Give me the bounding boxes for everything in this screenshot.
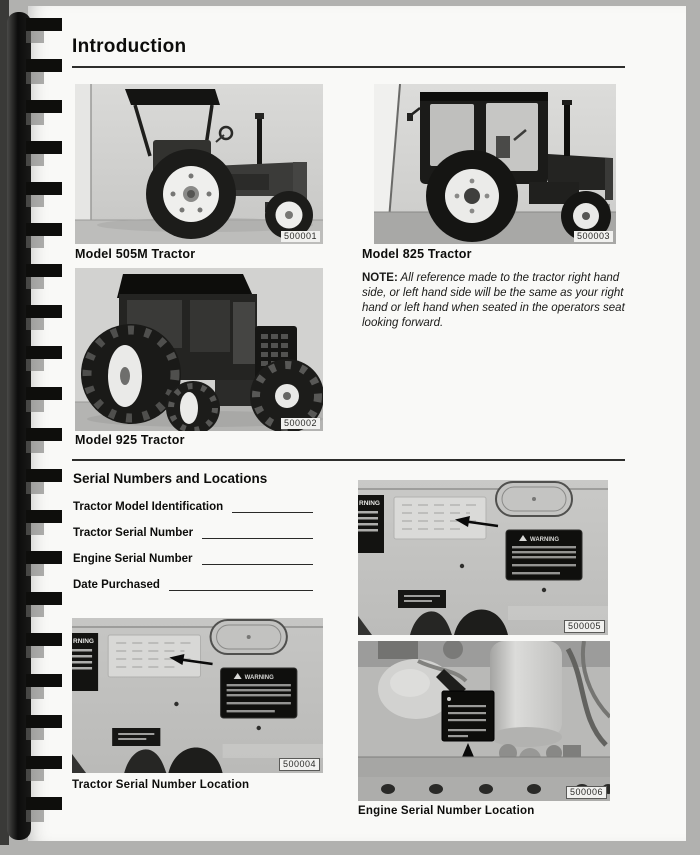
photo-number: 500003 — [574, 231, 613, 242]
field-blank-line — [232, 500, 313, 513]
photo-model-925 — [75, 268, 323, 431]
engine-illustration — [358, 641, 610, 801]
serials-heading: Serial Numbers and Locations — [73, 471, 268, 486]
photo-tractor-serial-location — [72, 618, 323, 773]
field-blank-line — [202, 526, 313, 539]
page-title: Introduction — [72, 36, 187, 57]
warning-fragment-text: RNING — [359, 500, 380, 507]
photo-number: 500002 — [281, 418, 320, 429]
photo-number: 500006 — [566, 786, 607, 799]
warning-label-text: WARNING — [530, 537, 559, 543]
binding-comb-shadow — [26, 18, 44, 838]
field-engine-serial-number — [73, 552, 313, 565]
title-rule — [72, 66, 625, 68]
photo-number: 500001 — [281, 231, 320, 242]
serial-panel-illustration — [358, 480, 608, 635]
field-blank-line — [202, 552, 313, 565]
tractor-925-illustration — [75, 268, 323, 431]
section-rule — [72, 459, 625, 461]
photo-model-825 — [374, 84, 616, 244]
warning-fragment-text: RNING — [73, 638, 94, 645]
caption-model-825: Model 825 Tractor — [362, 247, 472, 261]
warning-label-text: WARNING — [244, 675, 274, 681]
field-label: Tractor Serial Number — [73, 527, 194, 539]
caption-model-925: Model 925 Tractor — [75, 433, 185, 447]
photo-number: 500005 — [564, 620, 605, 633]
note-text: All reference made to the tractor right hand side, or left hand side will be the same as your right hand or left hand when seated in the operators seat looking forward. — [362, 272, 625, 329]
note-paragraph — [362, 271, 638, 331]
photo-model-505m — [75, 84, 323, 244]
field-tractor-serial-number — [73, 526, 313, 539]
photo-engine-serial-location — [358, 641, 610, 801]
tractor-505m-illustration — [75, 84, 323, 244]
caption-engine-serial-location: Engine Serial Number Location — [358, 805, 535, 817]
caption-tractor-serial-location: Tractor Serial Number Location — [72, 779, 250, 791]
note-label: NOTE: — [362, 272, 398, 284]
tractor-825-illustration — [374, 84, 616, 244]
photo-number: 500004 — [279, 758, 320, 771]
field-date-purchased — [73, 578, 313, 591]
photo-serial-panel-upper — [358, 480, 608, 635]
field-tractor-model-identification — [73, 500, 313, 513]
field-label: Date Purchased — [73, 579, 160, 591]
field-blank-line — [169, 578, 313, 591]
caption-model-505m: Model 505M Tractor — [75, 247, 196, 261]
field-label: Tractor Model Identification — [73, 501, 224, 513]
serial-panel-illustration — [72, 618, 323, 773]
field-label: Engine Serial Number — [73, 553, 193, 565]
